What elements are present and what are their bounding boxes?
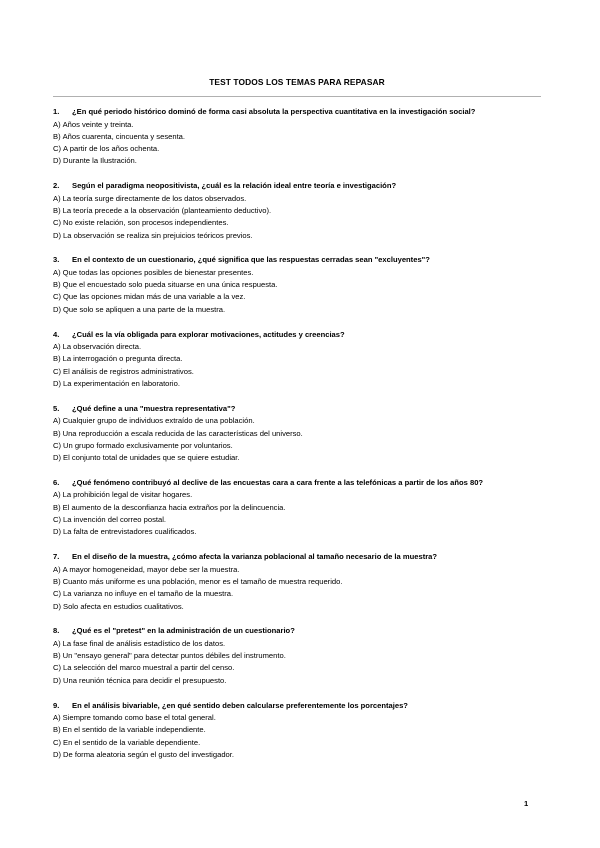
answer-option[interactable]: [53, 650, 543, 662]
option-letter: B): [53, 131, 61, 141]
answer-option[interactable]: [53, 440, 543, 452]
answer-option[interactable]: [53, 514, 543, 526]
answer-option[interactable]: [53, 291, 543, 303]
question-stem: En el diseño de la muestra, ¿cómo afecta la varianza poblacional al tamaño necesario de la muestra?: [72, 552, 438, 562]
question-number: 2.: [53, 181, 60, 191]
option-text: Años cuarenta, cincuenta y sesenta.: [62, 131, 186, 141]
answer-option[interactable]: [53, 267, 543, 279]
option-letter: A): [53, 638, 61, 648]
option-text: La selección del marco muestral a partir del censo.: [63, 663, 235, 673]
option-letter: A): [53, 193, 61, 203]
option-letter: A): [53, 490, 61, 500]
answer-option[interactable]: [53, 205, 543, 217]
option-letter: C): [53, 440, 62, 450]
answer-option[interactable]: [53, 638, 543, 650]
answer-option[interactable]: [53, 737, 543, 749]
option-letter: C): [53, 292, 62, 302]
answer-option[interactable]: [53, 601, 543, 613]
option-text: La falta de entrevistadores cualificados.: [63, 527, 197, 537]
option-text: La teoría precede a la observación (planteamiento deductivo).: [62, 205, 272, 215]
option-letter: D): [53, 749, 62, 759]
answer-option[interactable]: [53, 712, 543, 724]
answer-option[interactable]: [53, 675, 543, 687]
option-letter: A): [53, 342, 61, 352]
question-stem: Según el paradigma neopositivista, ¿cuál es la relación ideal entre teoría e investigación?: [72, 181, 397, 191]
answer-option[interactable]: [53, 353, 543, 365]
option-letter: D): [53, 527, 62, 537]
option-text: La prohibición legal de visitar hogares.: [62, 490, 193, 500]
option-text: En el sentido de la variable independiente.: [62, 725, 206, 735]
option-letter: A): [53, 416, 61, 426]
option-letter: C): [53, 144, 62, 154]
answer-option[interactable]: [53, 576, 543, 588]
answer-option[interactable]: [53, 415, 543, 427]
option-text: Un grupo formado exclusivamente por voluntarios.: [63, 440, 233, 450]
option-letter: D): [53, 675, 62, 685]
question-number: 6.: [53, 477, 60, 487]
option-letter: B): [53, 651, 61, 661]
answer-option[interactable]: [53, 724, 543, 736]
option-text: La experimentación en laboratorio.: [63, 378, 180, 388]
question-2: [53, 180, 543, 242]
option-letter: B): [53, 725, 61, 735]
option-letter: B): [53, 502, 61, 512]
option-letter: D): [53, 601, 62, 611]
option-text: La interrogación o pregunta directa.: [62, 354, 183, 364]
option-text: A partir de los años ochenta.: [63, 144, 160, 154]
answer-option[interactable]: [53, 143, 543, 155]
option-letter: B): [53, 280, 61, 290]
option-letter: B): [53, 576, 61, 586]
option-text: La varianza no influye en el tamaño de la muestra.: [63, 589, 234, 599]
option-letter: D): [53, 156, 62, 166]
option-letter: D): [53, 378, 62, 388]
question-stem: En el análisis bivariable, ¿en qué sentido deben calcularse preferentemente los porcentajes?: [72, 700, 408, 710]
answer-option[interactable]: [53, 119, 543, 131]
option-letter: C): [53, 737, 62, 747]
question-stem: En el contexto de un cuestionario, ¿qué significa que las respuestas cerradas sean "excluyentes"?: [72, 255, 430, 265]
option-text: Que el encuestado solo pueda situarse en una única respuesta.: [62, 280, 278, 290]
option-text: El análisis de registros administrativos.: [63, 366, 194, 376]
question-number: 1.: [53, 107, 60, 116]
option-text: Cuanto más uniforme es una población, menor es el tamaño de muestra requerido.: [62, 576, 343, 586]
option-letter: B): [53, 205, 61, 215]
question-text: [53, 625, 543, 638]
option-text: El aumento de la desconfianza hacia extraños por la delincuencia.: [62, 502, 286, 512]
option-text: La teoría surge directamente de los datos observados.: [62, 193, 247, 203]
answer-option[interactable]: [53, 452, 543, 464]
option-letter: A): [53, 119, 61, 129]
question-number: 7.: [53, 552, 60, 562]
option-letter: A): [53, 713, 61, 722]
option-text: De forma aleatoria según el gusto del investigador.: [63, 749, 234, 759]
option-letter: A): [53, 564, 61, 574]
answer-option[interactable]: [53, 502, 543, 514]
option-letter: D): [53, 230, 62, 240]
option-text: La invención del correo postal.: [63, 515, 167, 525]
answer-option[interactable]: [53, 588, 543, 600]
question-text: [53, 700, 543, 713]
title-divider: [53, 96, 541, 97]
question-number: 9.: [53, 700, 60, 710]
question-5: [53, 403, 543, 465]
answer-option[interactable]: [53, 662, 543, 674]
question-stem: ¿En qué periodo histórico dominó de forma casi absoluta la perspectiva cuantitativa en la investigación social?: [72, 107, 476, 116]
option-text: La observación se realiza sin prejuicios teóricos previos.: [63, 230, 253, 240]
answer-option[interactable]: [53, 279, 543, 291]
question-number: 8.: [53, 626, 60, 636]
option-text: A mayor homogeneidad, mayor debe ser la muestra.: [62, 564, 240, 574]
question-7: [53, 551, 543, 613]
option-letter: C): [53, 515, 62, 525]
option-text: El conjunto total de unidades que se quiere estudiar.: [63, 453, 240, 463]
option-text: No existe relación, son procesos independientes.: [63, 218, 229, 228]
option-text: Durante la Ilustración.: [63, 156, 137, 166]
option-letter: B): [53, 428, 61, 438]
question-text: [53, 551, 543, 564]
option-text: Que solo se apliquen a una parte de la muestra.: [63, 304, 226, 314]
option-text: Que las opciones midan más de una variable a la vez.: [63, 292, 246, 302]
option-text: La observación directa.: [62, 342, 142, 352]
question-3: [53, 254, 543, 316]
option-letter: C): [53, 218, 62, 228]
question-text: [53, 477, 543, 490]
question-number: 3.: [53, 255, 60, 265]
question-text: [53, 254, 543, 267]
option-letter: D): [53, 304, 62, 314]
question-text: [53, 329, 543, 342]
question-1: [53, 106, 543, 168]
answer-option[interactable]: [53, 341, 543, 353]
answer-option[interactable]: [53, 304, 543, 316]
answer-option[interactable]: [53, 428, 543, 440]
question-list: [53, 106, 543, 774]
option-letter: A): [53, 267, 61, 277]
answer-option[interactable]: [53, 366, 543, 378]
option-text: Solo afecta en estudios cualitativos.: [63, 601, 184, 611]
question-stem: ¿Cuál es la vía obligada para explorar motivaciones, actitudes y creencias?: [72, 329, 345, 339]
option-text: La fase final de análisis estadístico de los datos.: [62, 638, 226, 648]
page-number: 1: [524, 799, 529, 808]
answer-option[interactable]: [53, 749, 543, 761]
document-title: TEST TODOS LOS TEMAS PARA REPASAR: [209, 77, 385, 87]
answer-option[interactable]: [53, 526, 543, 538]
question-stem: ¿Qué fenómeno contribuyó al declive de las encuestas cara a cara frente a las telefónicas a partir de los años 80?: [72, 477, 484, 487]
answer-option[interactable]: [53, 131, 543, 143]
question-stem: ¿Qué es el "pretest" en la administración de un cuestionario?: [72, 626, 295, 636]
option-text: Una reunión técnica para decidir el presupuesto.: [63, 675, 227, 685]
answer-option[interactable]: [53, 217, 543, 229]
question-6: [53, 477, 543, 539]
option-letter: D): [53, 453, 62, 463]
option-letter: C): [53, 663, 62, 673]
question-text: [53, 180, 543, 193]
option-text: Años veinte y treinta.: [62, 119, 134, 129]
option-text: Siempre tomando como base el total general.: [62, 713, 216, 722]
question-stem: ¿Qué define a una "muestra representativa"?: [72, 403, 236, 413]
question-number: 4.: [53, 329, 60, 339]
answer-option[interactable]: [53, 378, 543, 390]
option-text: Que todas las opciones posibles de bienestar presentes.: [62, 267, 254, 277]
option-text: Un "ensayo general" para detectar puntos débiles del instrumento.: [62, 651, 286, 661]
answer-option[interactable]: [53, 155, 543, 167]
option-text: Cualquier grupo de individuos extraído de una población.: [62, 416, 255, 426]
option-letter: B): [53, 354, 61, 364]
question-4: [53, 329, 543, 391]
option-text: En el sentido de la variable dependiente.: [63, 737, 201, 747]
question-number: 5.: [53, 403, 60, 413]
answer-option[interactable]: [53, 193, 543, 205]
question-text: [53, 403, 543, 416]
option-letter: C): [53, 589, 62, 599]
option-letter: C): [53, 366, 62, 376]
answer-option[interactable]: [53, 564, 543, 576]
question-8: [53, 625, 543, 687]
question-9: [53, 700, 543, 762]
answer-option[interactable]: [53, 489, 543, 501]
option-text: Una reproducción a escala reducida de las características del universo.: [62, 428, 303, 438]
question-text: [53, 106, 543, 119]
answer-option[interactable]: [53, 230, 543, 242]
